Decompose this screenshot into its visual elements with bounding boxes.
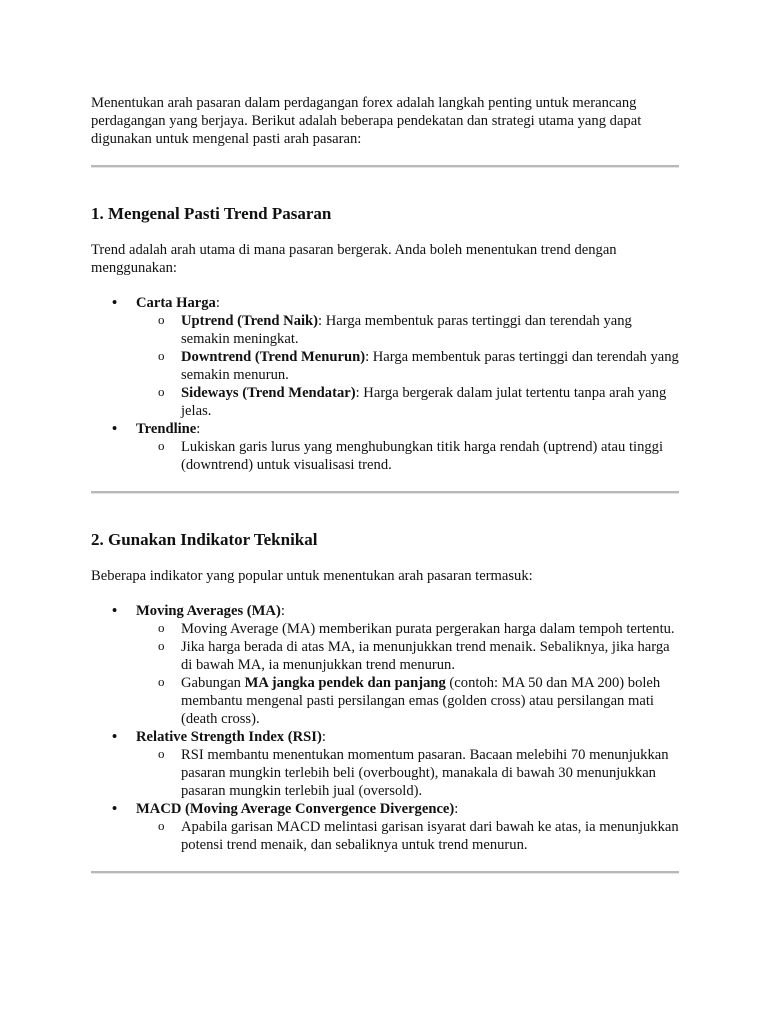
section-1-lead: Trend adalah arah utama di mana pasaran bergerak. Anda boleh menentukan trend dengan menggunakan: bbox=[91, 242, 617, 276]
sub-item-emphasis: MA jangka pendek dan panjang bbox=[244, 675, 446, 691]
bullet-icon: • bbox=[112, 421, 118, 437]
circle-bullet-icon: o bbox=[158, 438, 165, 453]
sub-item-text: : Harga membentuk paras tertinggi dan terendah yang semakin menurun. bbox=[181, 349, 679, 383]
label-colon: : bbox=[196, 421, 201, 437]
circle-bullet-icon: o bbox=[158, 674, 165, 689]
sub-list-item bbox=[136, 818, 679, 854]
bullet-icon: • bbox=[112, 295, 118, 311]
section-2-lead: Beberapa indikator yang popular untuk menentukan arah pasaran termasuk: bbox=[91, 568, 533, 584]
list-item bbox=[91, 294, 679, 420]
sub-item-text: : Harga bergerak dalam julat tertentu tanpa arah yang jelas. bbox=[181, 385, 667, 419]
sub-item-label: Sideways (Trend Mendatar) bbox=[181, 385, 356, 401]
sub-item-text: Lukiskan garis lurus yang menghubungkan titik harga rendah (uptrend) atau tinggi (downtrend) untuk visualisasi trend. bbox=[181, 439, 664, 473]
list-item bbox=[91, 800, 679, 854]
sub-list-item bbox=[136, 674, 679, 728]
sub-list-item bbox=[136, 348, 679, 384]
sub-list-item bbox=[136, 620, 679, 638]
document-content bbox=[91, 94, 679, 874]
circle-bullet-icon: o bbox=[158, 746, 165, 761]
label-colon: : bbox=[215, 295, 220, 311]
bullet-icon: • bbox=[112, 801, 118, 817]
bullet-icon: • bbox=[112, 729, 118, 745]
bullet-icon: • bbox=[112, 603, 118, 619]
sub-list bbox=[136, 818, 679, 854]
sub-item-text: Moving Average (MA) memberikan purata pergerakan harga dalam tempoh tertentu. bbox=[181, 621, 675, 637]
sub-list bbox=[136, 620, 679, 728]
sub-list-item bbox=[136, 384, 679, 420]
sub-item-prefix: Gabungan bbox=[181, 675, 245, 691]
list-item-label: Relative Strength Index (RSI) bbox=[136, 729, 322, 745]
list-item-label: Trendline bbox=[136, 421, 197, 437]
label-colon: : bbox=[280, 603, 285, 619]
divider bbox=[91, 491, 679, 494]
list-item bbox=[91, 728, 679, 800]
sub-item-text: (contoh: MA 50 dan MA 200) boleh membantu mengenal pasti persilangan emas (golden cross) atau persilangan mati (death cross). bbox=[181, 675, 661, 727]
circle-bullet-icon: o bbox=[158, 620, 165, 635]
circle-bullet-icon: o bbox=[158, 384, 165, 399]
divider bbox=[91, 165, 679, 168]
section-1-list bbox=[91, 294, 679, 474]
list-item bbox=[91, 420, 679, 474]
section-2-list bbox=[91, 602, 679, 854]
section-2-heading: 2. Gunakan Indikator Teknikal bbox=[91, 530, 318, 549]
sub-list bbox=[136, 312, 679, 420]
sub-item-text: RSI membantu menentukan momentum pasaran. Bacaan melebihi 70 menunjukkan pasaran mungkin terlebih beli (overbought), manakala di bawah 30 menunjukkan pasaran mungkin terlebih jual (oversold). bbox=[181, 747, 669, 799]
circle-bullet-icon: o bbox=[158, 348, 165, 363]
sub-list bbox=[136, 438, 679, 474]
label-colon: : bbox=[321, 729, 326, 745]
sub-list-item bbox=[136, 438, 679, 474]
section-1-heading: 1. Mengenal Pasti Trend Pasaran bbox=[91, 204, 332, 223]
divider bbox=[91, 871, 679, 874]
circle-bullet-icon: o bbox=[158, 638, 165, 653]
sub-item-label: Downtrend (Trend Menurun) bbox=[181, 349, 366, 365]
sub-list-item bbox=[136, 746, 679, 800]
sub-list bbox=[136, 746, 679, 800]
list-item-label: MACD (Moving Average Convergence Divergence) bbox=[136, 801, 455, 817]
sub-item-text: Jika harga berada di atas MA, ia menunjukkan trend menaik. Sebaliknya, jika harga di bawah MA, ia menunjukkan trend menurun. bbox=[181, 639, 670, 673]
sub-item-text: : Harga membentuk paras tertinggi dan terendah yang semakin meningkat. bbox=[181, 313, 632, 347]
sub-list-item bbox=[136, 638, 679, 674]
circle-bullet-icon: o bbox=[158, 312, 165, 327]
sub-item-label: Uptrend (Trend Naik) bbox=[181, 313, 319, 329]
sub-item-text: Apabila garisan MACD melintasi garisan isyarat dari bawah ke atas, ia menunjukkan potensi trend menaik, dan sebaliknya untuk trend menurun. bbox=[181, 819, 679, 853]
list-item-label: Moving Averages (MA) bbox=[136, 603, 281, 619]
label-colon: : bbox=[454, 801, 459, 817]
list-item-label: Carta Harga bbox=[136, 295, 216, 311]
list-item bbox=[91, 602, 679, 728]
circle-bullet-icon: o bbox=[158, 818, 165, 833]
intro-paragraph: Menentukan arah pasaran dalam perdagangan forex adalah langkah penting untuk merancang perdagangan yang berjaya. Berikut adalah beberapa pendekatan dan strategi utama yang dapat digunakan untuk mengenal pasti arah pasaran: bbox=[91, 95, 642, 147]
sub-list-item bbox=[136, 312, 679, 348]
